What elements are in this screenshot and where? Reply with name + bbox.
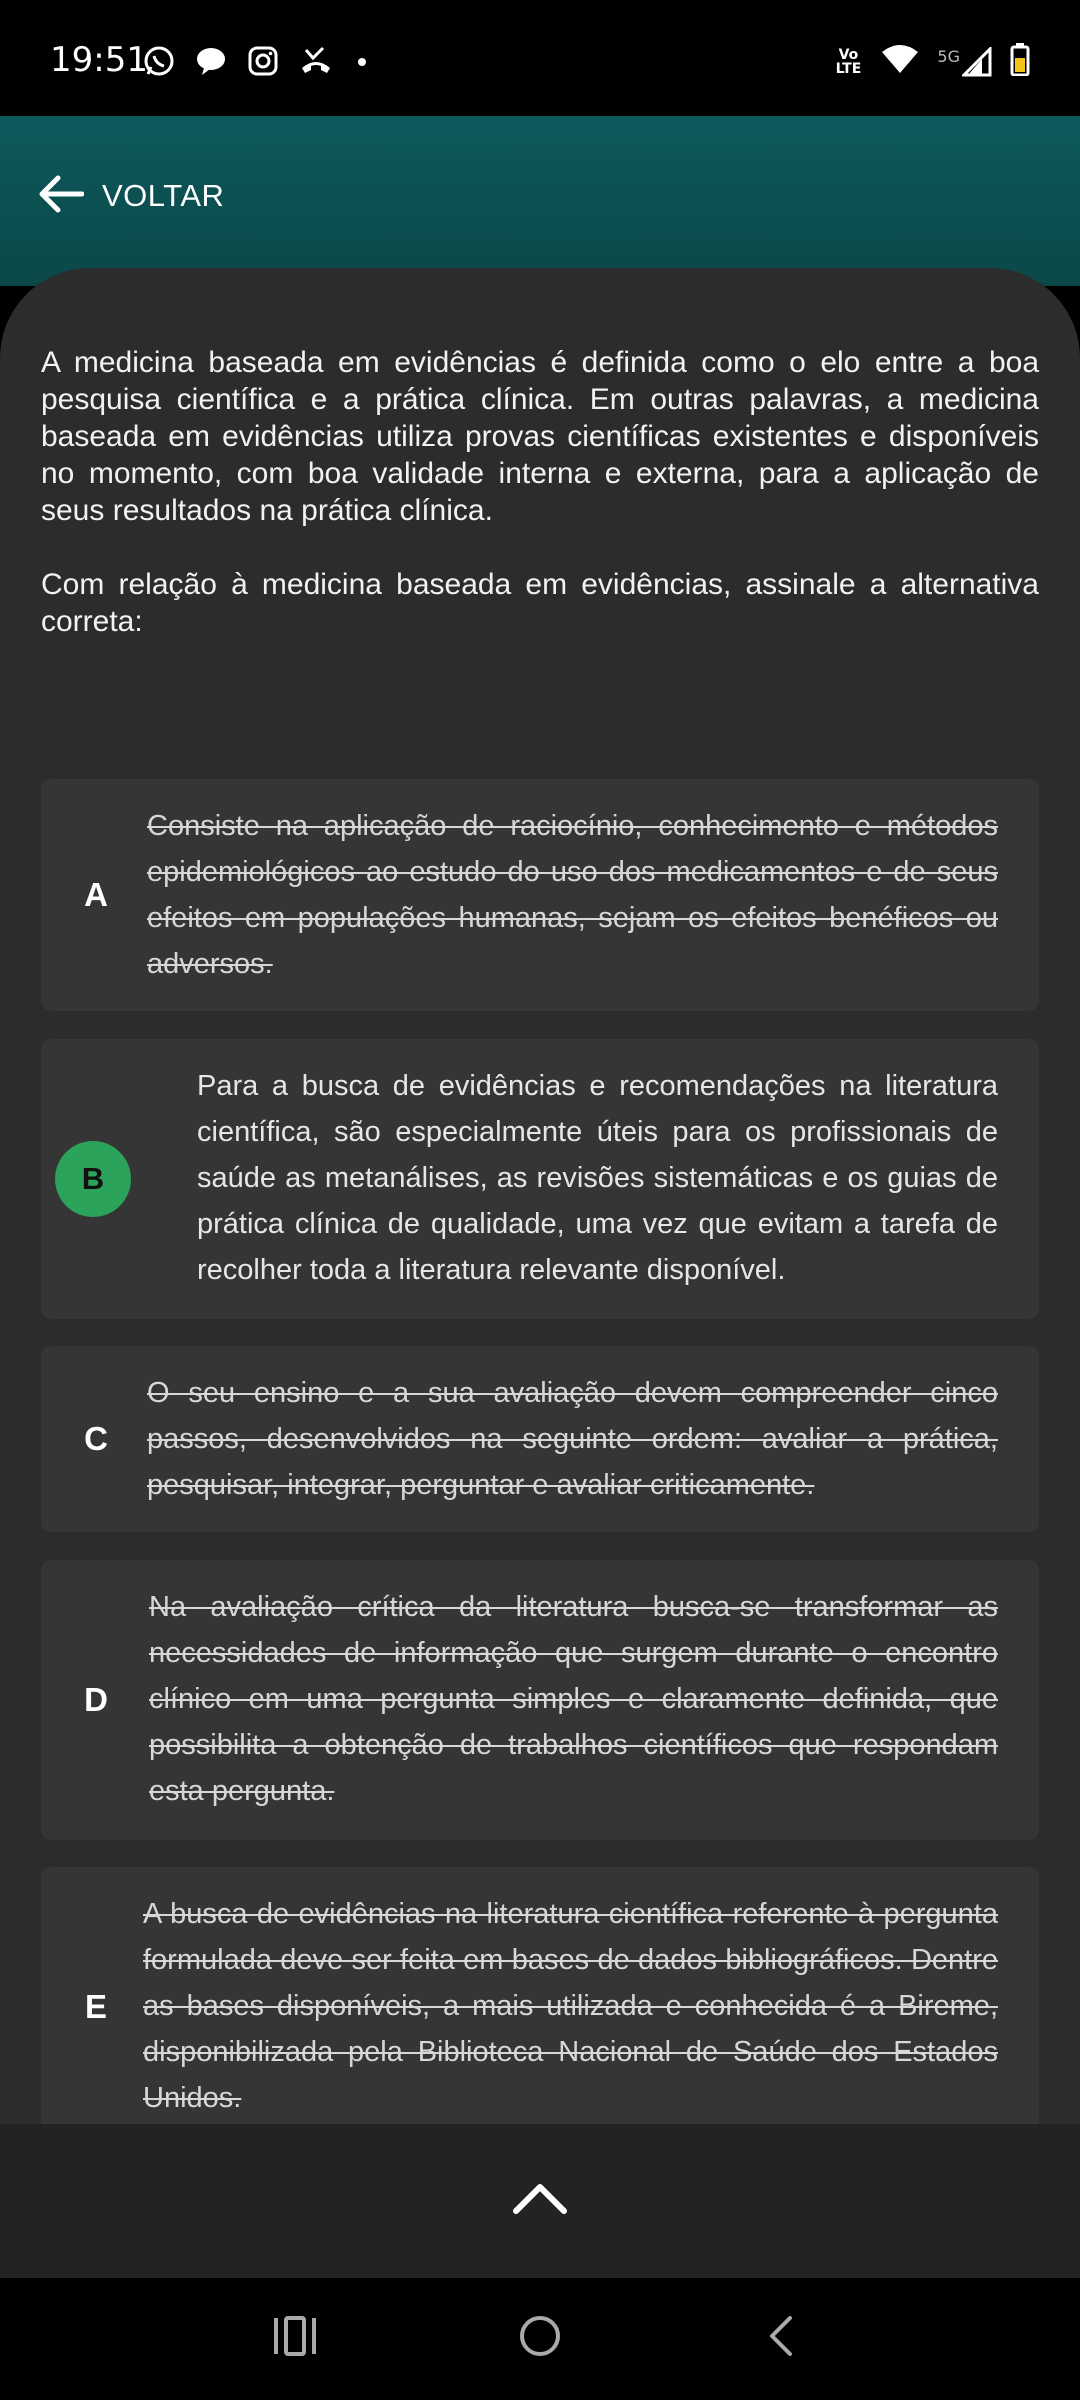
- system-icons: [833, 42, 1030, 81]
- home-icon: [518, 2345, 562, 2362]
- system-nav-bar: [0, 2278, 1080, 2400]
- bottom-panel: [0, 2124, 1080, 2278]
- volte-icon: Vo LTE: [835, 46, 862, 77]
- question-paragraph-2: Com relação à medicina baseada em evidências, assinale a alternativa correta:: [41, 568, 1039, 638]
- back-icon: [764, 2345, 800, 2362]
- app-header: [0, 116, 1080, 286]
- option-letter: E: [84, 1988, 107, 2025]
- wifi-icon: [881, 44, 919, 79]
- option-text: Para a busca de evidências e recomendações na literatura científica, são especialmente úteis para os profissionais de saúde as metanálises, as revisões sistemáticas e os guias de prática clínica de qualidade, uma vez que evitam a tarefa de recolher toda a literatura relevante disponível.: [197, 1070, 998, 1286]
- recent-apps-button[interactable]: [270, 2314, 320, 2363]
- home-button[interactable]: [518, 2314, 562, 2363]
- back-button[interactable]: [38, 166, 224, 226]
- option-c[interactable]: [41, 1346, 1039, 1532]
- question-card: [0, 268, 1080, 2124]
- battery-icon: [1010, 42, 1030, 81]
- arrow-left-icon: [38, 174, 84, 219]
- expand-button[interactable]: [510, 2179, 570, 2229]
- option-letter-wrap: [41, 1039, 151, 1319]
- 5g-signal-icon: [937, 47, 992, 77]
- option-text: Consiste na aplicação de raciocínio, conhecimento e métodos epidemiológicos ao estudo do uso dos medicamentos e de seus efeitos em populações humanas, sejam os efeitos benéficos ou adversos.: [147, 810, 998, 980]
- option-a[interactable]: [41, 779, 1039, 1011]
- option-d[interactable]: [41, 1560, 1039, 1840]
- network-type: 5G: [937, 46, 960, 66]
- dot-icon: [352, 44, 372, 78]
- missed-call-icon: [298, 44, 334, 78]
- instagram-icon: [246, 44, 280, 78]
- selected-badge: B: [55, 1141, 131, 1217]
- recent-apps-icon: [270, 2345, 320, 2362]
- whatsapp-icon: [142, 44, 176, 78]
- notification-icons: [142, 44, 372, 78]
- option-text: A busca de evidências na literatura científica referente à pergunta formulada deve ser feita em bases de dados bibliográficos. Dentre as bases disponíveis, a mais utilizada e conhecida é a Bireme, disponibilizada pela Biblioteca Nacional de Saúde dos Estados Unidos.: [143, 1898, 998, 2114]
- messenger-icon: [194, 44, 228, 78]
- option-text: Na avaliação crítica da literatura busca-se transformar as necessidades de informação que surgem durante o encontro clínico em uma pergunta simples e claramente definida, que possibilita a obtenção de trabalhos científicos que respondam esta pergunta.: [149, 1591, 998, 1807]
- option-letter: C: [84, 1420, 108, 1457]
- back-label: VOLTAR: [102, 178, 225, 213]
- status-time: 19:51: [50, 40, 148, 80]
- option-letter: D: [84, 1681, 108, 1718]
- status-bar: [0, 0, 1080, 116]
- nav-back-button[interactable]: [764, 2314, 800, 2363]
- question-paragraph-1: A medicina baseada em evidências é definida como o elo entre a boa pesquisa científica e a prática clínica. Em outras palavras, a medicina baseada em evidências utiliza provas científicas existentes e disponíveis no momento, com boa validade interna e externa, para a aplicação de seus resultados na prática clínica.: [41, 346, 1039, 527]
- option-text: O seu ensino e a sua avaliação devem compreender cinco passos, desenvolvidos na seguinte ordem: avaliar a prática, pesquisar, integrar, perguntar e avaliar criticamente.: [147, 1377, 998, 1501]
- question-text: [41, 344, 1039, 677]
- option-e[interactable]: [41, 1867, 1039, 2124]
- option-b[interactable]: [41, 1039, 1039, 1319]
- option-letter: A: [84, 876, 108, 913]
- chevron-up-icon: [510, 2206, 570, 2223]
